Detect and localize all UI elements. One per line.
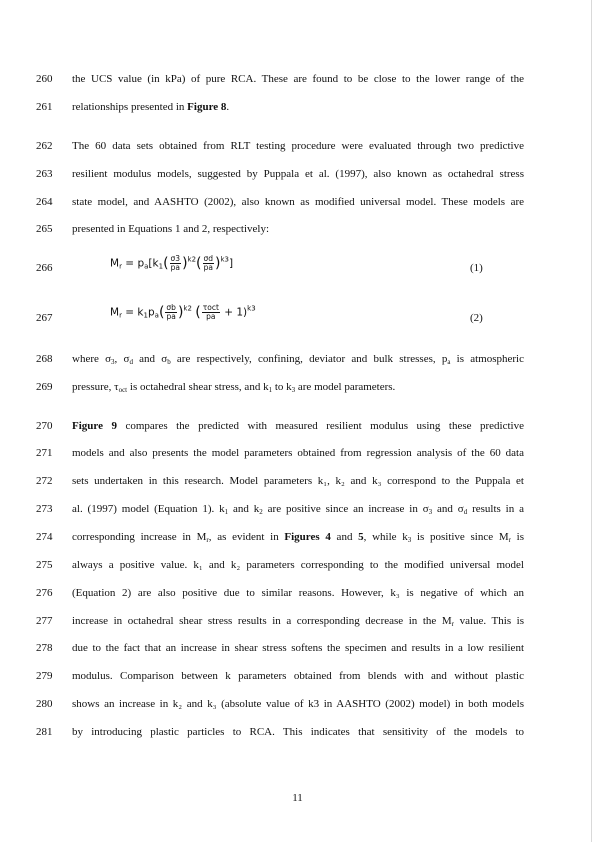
- line-number: 275: [36, 559, 53, 571]
- line-number: 268: [36, 353, 53, 365]
- equation-number: (2): [470, 312, 483, 324]
- line-text: resilient modulus models, suggested by Puppala et al. (1997), also known as octahedral stress: [72, 168, 524, 180]
- equation-1: $M_r = p_a[k_1$( $\frac{\sigma 3}{pa}$ )$^{k2}$( $\frac{\sigma d}{pa}$ )$^{k3}$]: [110, 254, 234, 272]
- figure-ref: 5: [358, 531, 364, 543]
- figure-ref: Figures 4: [284, 531, 331, 543]
- line-text: pressure, $\tau_{oct}$ is octahedral shear stress, and $k_1$ to $k_3$ are model parameters.: [72, 381, 396, 394]
- line-number: 276: [36, 587, 53, 599]
- text-line: [0, 725, 595, 739]
- text-line: [0, 697, 595, 711]
- line-text: al. (1997) model (Equation 1). $k_1$ and $k_2$ are positive since an increase in $\sigma_3$ and $\sigma_d$ results in a: [72, 503, 524, 516]
- line-text: sets undertaken in this research. Model parameters k₁, k₂ and k₃ correspond to the Puppala et: [72, 475, 524, 487]
- text-line: [0, 139, 595, 153]
- line-text: Figure 9 compares the predicted with measured resilient modulus using these predictive: [72, 420, 524, 432]
- text-line: [0, 614, 595, 628]
- text-line: [0, 558, 595, 572]
- line-number: 271: [36, 447, 53, 459]
- text-line: [0, 167, 595, 181]
- text-line: [0, 419, 595, 433]
- line-text: corresponding increase in $M_r$, as evident in Figures 4 and 5, while $k_3$ is positive since $M_r$ is: [72, 531, 524, 544]
- page-number: 11: [292, 792, 303, 804]
- text-line: [0, 380, 595, 394]
- line-text: the UCS value (in kPa) of pure RCA. These are found to be close to the lower range of the: [72, 73, 524, 85]
- line-text: always a positive value. k₁ and k₂ parameters corresponding to the modified universal model: [72, 559, 524, 571]
- line-number: 279: [36, 670, 53, 682]
- line-text: shows an increase in k₂ and k₃ (absolute value of k3 in AASHTO (2002) model) in both models: [72, 698, 524, 710]
- line-text: presented in Equations 1 and 2, respectively:: [72, 223, 270, 235]
- line-text: The 60 data sets obtained from RLT testing procedure were evaluated through two predictive: [72, 140, 524, 152]
- line-number: 266: [36, 262, 53, 274]
- line-number: 263: [36, 168, 53, 180]
- line-text: increase in octahedral shear stress results in a corresponding decrease in the $M_r$ value. This is: [72, 615, 525, 628]
- line-text: models and also presents the model parameters obtained from regression analysis of the 60 data: [72, 447, 524, 459]
- fraction: $\frac{\sigma b}{pa}$: [166, 303, 176, 321]
- line-text: due to the fact that an increase in shear stress softens the specimen and results in a low resilient: [72, 642, 524, 654]
- figure-ref: Figure 8: [187, 101, 227, 113]
- line-number: 269: [36, 381, 53, 393]
- text-line: [0, 100, 595, 114]
- text-line: [0, 72, 595, 86]
- line-number: 278: [36, 642, 53, 654]
- text-line: [0, 222, 595, 236]
- line-number: 264: [36, 196, 53, 208]
- line-number: 261: [36, 101, 53, 113]
- line-text: modulus. Comparison between k parameters obtained from blends with and without plastic: [72, 670, 524, 682]
- line-number: 280: [36, 698, 53, 710]
- line-number: 262: [36, 140, 53, 152]
- equation-line: [0, 311, 595, 325]
- text-line: [0, 530, 595, 544]
- line-text: relationships presented in Figure 8.: [72, 101, 230, 113]
- text-line: [0, 586, 595, 600]
- equation-number: (1): [470, 262, 483, 274]
- text-line: [0, 195, 595, 209]
- line-text: state model, and AASHTO (2002), also known as modified universal model. These models are: [72, 196, 524, 208]
- line-number: 274: [36, 531, 53, 543]
- line-number: 273: [36, 503, 53, 515]
- line-text: where $\sigma_3$, $\sigma_d$ and $\sigma_b$ are respectively, confining, deviator and bulk stresses, $p_a$ is atmospheric: [72, 353, 524, 366]
- line-number: 267: [36, 312, 53, 324]
- line-number: 272: [36, 475, 53, 487]
- fraction: $\frac{\text{τoct}}{pa}$: [202, 303, 219, 321]
- fraction: $\frac{\sigma 3}{pa}$: [170, 254, 181, 272]
- text-line: [0, 352, 595, 366]
- text-line: [0, 474, 595, 488]
- equation-2: $M_r = k_1p_a$( $\frac{\sigma b}{pa}$ )$^{k2}$ ( $\frac{\text{τoct}}{pa}$ + 1)$^{k3}$: [110, 303, 256, 321]
- line-text: (Equation 2) are also positive due to similar reasons. However, k₃ is negative of which an: [72, 587, 524, 599]
- text-line: [0, 446, 595, 460]
- fraction: $\frac{\sigma d}{pa}$: [203, 254, 214, 272]
- line-number: 277: [36, 615, 53, 627]
- line-number: 260: [36, 73, 53, 85]
- text-line: [0, 669, 595, 683]
- figure-ref: Figure 9: [72, 420, 117, 432]
- text-line: [0, 641, 595, 655]
- equation-line: [0, 261, 595, 275]
- line-number: 281: [36, 726, 53, 738]
- line-number: 270: [36, 420, 53, 432]
- text-line: [0, 502, 595, 516]
- line-number: 265: [36, 223, 53, 235]
- line-text: by introducing plastic particles to RCA. This indicates that sensitivity of the models to: [72, 726, 524, 738]
